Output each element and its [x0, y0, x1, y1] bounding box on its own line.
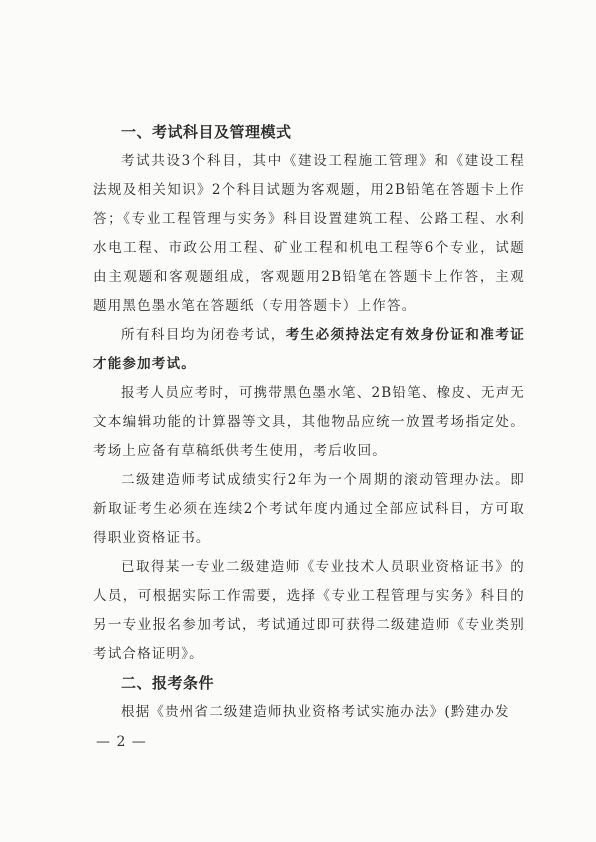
paragraph-closed-book	[93, 321, 525, 379]
section-heading-exam-subjects: 一、考试科目及管理模式	[121, 123, 292, 141]
document-body	[93, 118, 525, 727]
id-requirement-text: 考生必须持法定有效身份证和准考证才能参加考试。	[93, 327, 525, 372]
paragraph-additional-specialty: 已取得某一专业二级建造师《专业技术人员职业资格证书》的人员，可根据实际工作需要，选择《专业工程管理与实务》科目的另一专业报名参加考试，考试通过即可获得二级建造师《专业类别考试合格证明》。	[93, 559, 525, 662]
closed-book-text: 所有科目均为闭卷考试，	[121, 327, 286, 343]
section-heading-eligibility: 二、报考条件	[121, 674, 215, 692]
page-number: — 2 —	[96, 734, 147, 750]
paragraph-exam-subjects: 考试共设3个科目，其中《建设工程施工管理》和《建设工程法规及相关知识》2个科目试题为客观题，用2B铅笔在答题卡上作答；《专业工程管理与实务》科目设置建筑工程、公路工程、水利水电工程、市政公用工程、矿业工程和机电工程等6个专业，试题由主观题和客观题组成，客观题用2B铅笔在答题卡上作答，主观题用黑色墨水笔在答题纸（专用答题卡）上作答。	[93, 153, 525, 314]
paragraph-eligibility-basis: 根据《贵州省二级建造师执业资格考试实施办法》(黔建办发	[121, 704, 510, 720]
paragraph-score-management: 二级建造师考试成绩实行2年为一个周期的滚动管理办法。即新取证考生必须在连续2个考试年度内通过全部应试科目，方可取得职业资格证书。	[93, 472, 525, 546]
paragraph-allowed-items: 报考人员应考时，可携带黑色墨水笔、2B铅笔、橡皮、无声无文本编辑功能的计算器等文具，其他物品应统一放置考场指定处。考场上应备有草稿纸供考生使用，考后收回。	[93, 385, 525, 459]
